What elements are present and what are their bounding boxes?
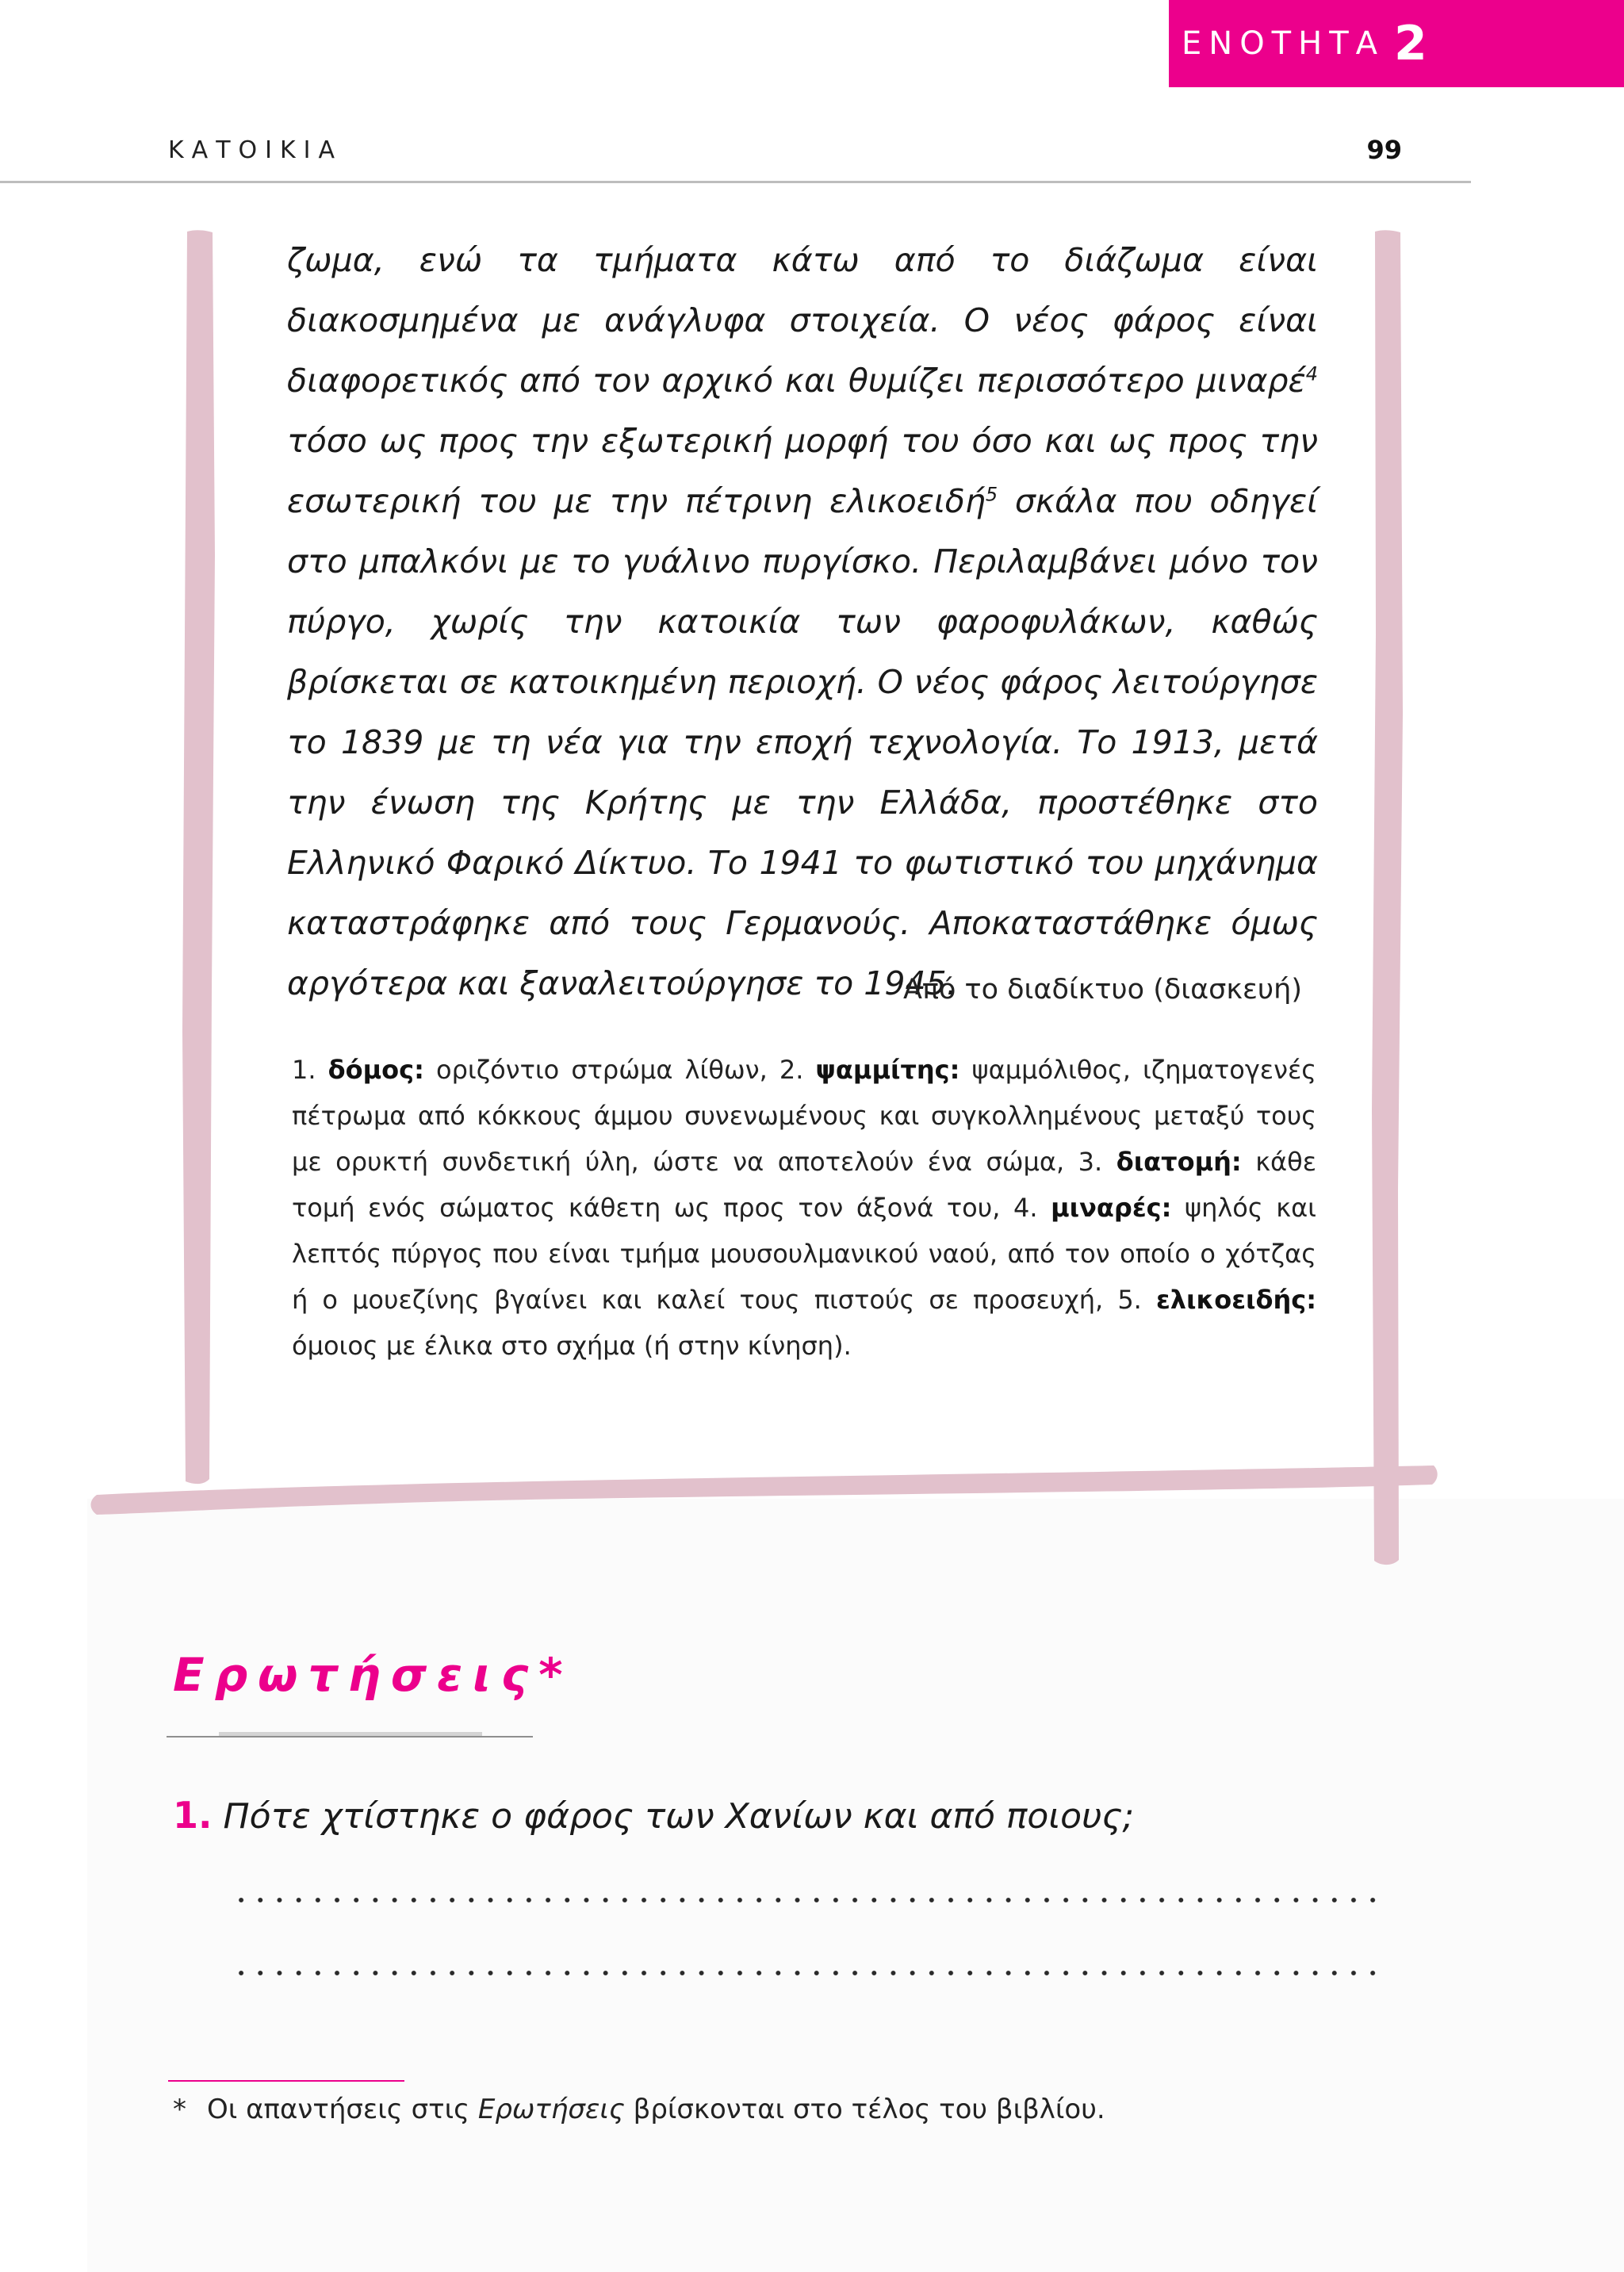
unit-label: ΕΝΟΤΗΤΑ xyxy=(1182,25,1385,62)
passage-paragraph xyxy=(287,230,1318,1013)
glossary-term: διατομή: xyxy=(1116,1147,1242,1177)
answer-line[interactable] xyxy=(232,1897,1389,1903)
footnote-text-end: βρίσκονται στο τέλος του βιβλίου. xyxy=(624,2094,1105,2125)
section-title: Ερωτήσεις* xyxy=(173,1648,573,1702)
frame-left-bar xyxy=(182,230,215,1484)
passage-part-1: ζωμα, ενώ τα τμήματα κάτω από το διάζωμα είναι διακοσμημένα με ανάγλυφα στοιχεία. Ο νέος φάρος είναι διαφορετικός από τον αρχικό και θυμίζει περισσότερο μιναρέ xyxy=(287,241,1318,400)
footnote xyxy=(173,2094,1105,2125)
glossary-definition: ψαμμόλιθος, ιζηματογενές πέτρωμα από κόκκους άμμου συνενωμένους και συγκολλημένους μεταξύ τους με ορυκτή συνδετική ύλη, ώστε να αποτελούν ένα σώμα, xyxy=(292,1055,1317,1177)
glossary-num: 1. xyxy=(292,1055,328,1085)
title-underline xyxy=(167,1736,533,1738)
question-1 xyxy=(173,1794,1134,1837)
glossary-term: ελικοειδής: xyxy=(1155,1285,1317,1315)
page-number: 99 xyxy=(1366,135,1402,165)
glossary-definition: κάθε τομή ενός σώματος κάθετη ως προς τον άξονά του, xyxy=(292,1147,1317,1223)
glossary-term: μιναρές: xyxy=(1051,1193,1172,1223)
passage-part-3: σκάλα που οδηγεί στο μπαλκόνι με το γυάλινο πυργίσκο. Περιλαμβάνει μόνο τον πύργο, χωρίς την κατοικία των φαροφυλάκων, καθώς βρίσκεται σε κατοικημένη περιοχή. Ο νέος φάρος λειτούργησε το 1839 με τη νέα για την εποχή τεχνολογία. Το 1913, μετά την ένωση της Κρήτης με την Ελλάδα, προστέθηκε στο Ελληνικό Φαρικό Δίκτυο. Το 1941 το φωτιστικό του μηχάνημα καταστράφηκε από τους Γερμανούς. Αποκαταστάθηκε όμως αργότερα και ξαναλειτούργησε το 1945. xyxy=(287,482,1318,1002)
footnote-marker: * xyxy=(173,2094,186,2125)
answer-line[interactable] xyxy=(232,1970,1389,1976)
footnote-ref-5: 5 xyxy=(985,483,998,506)
question-text: Πότε χτίστηκε ο φάρος των Χανίων και από ποιους; xyxy=(223,1796,1135,1837)
glossary-term: δόμος: xyxy=(327,1055,424,1085)
passage-part-2: τόσο ως προς την εξωτερική μορφή του όσο και ως προς την εσωτερική του με την πέτρινη ελικοειδή xyxy=(287,422,1318,520)
glossary-definition: όμοιος με έλικα στο σχήμα (ή στην κίνηση). xyxy=(292,1331,852,1361)
glossary-num: 3. xyxy=(1078,1147,1116,1177)
glossary xyxy=(292,1047,1316,1369)
footnote-rule xyxy=(168,2080,404,2082)
glossary-term: ψαμμίτης: xyxy=(815,1055,960,1085)
running-head: ΚΑΤΟΙΚΙΑ xyxy=(168,136,343,164)
glossary-num: 4. xyxy=(1013,1193,1051,1223)
glossary-definition: ψηλός και λεπτός πύργος που είναι τμήμα μουσουλμανικού ναού, από τον οποίο ο χότζας ή ο μουεζίνης βγαίνει και καλεί τους πιστούς σε προσευχή, xyxy=(292,1193,1317,1315)
source-citation: Από το διαδίκτυο (διασκευή) xyxy=(902,974,1302,1006)
footnote-emphasis: Ερωτήσεις xyxy=(477,2094,625,2125)
footnote-text: Οι απαντήσεις στις xyxy=(207,2094,478,2125)
footnote-ref-4: 4 xyxy=(1305,362,1318,385)
glossary-num: 5. xyxy=(1117,1285,1156,1315)
question-number: 1. xyxy=(173,1794,213,1837)
glossary-paragraph xyxy=(292,1047,1316,1369)
glossary-definition: οριζόντιο στρώμα λίθων, xyxy=(423,1055,779,1085)
frame-right-bar xyxy=(1372,230,1403,1565)
frame-bottom-bar xyxy=(91,1465,1438,1515)
glossary-num: 2. xyxy=(779,1055,816,1085)
unit-number: 2 xyxy=(1394,16,1427,71)
passage-text xyxy=(287,230,1318,1013)
